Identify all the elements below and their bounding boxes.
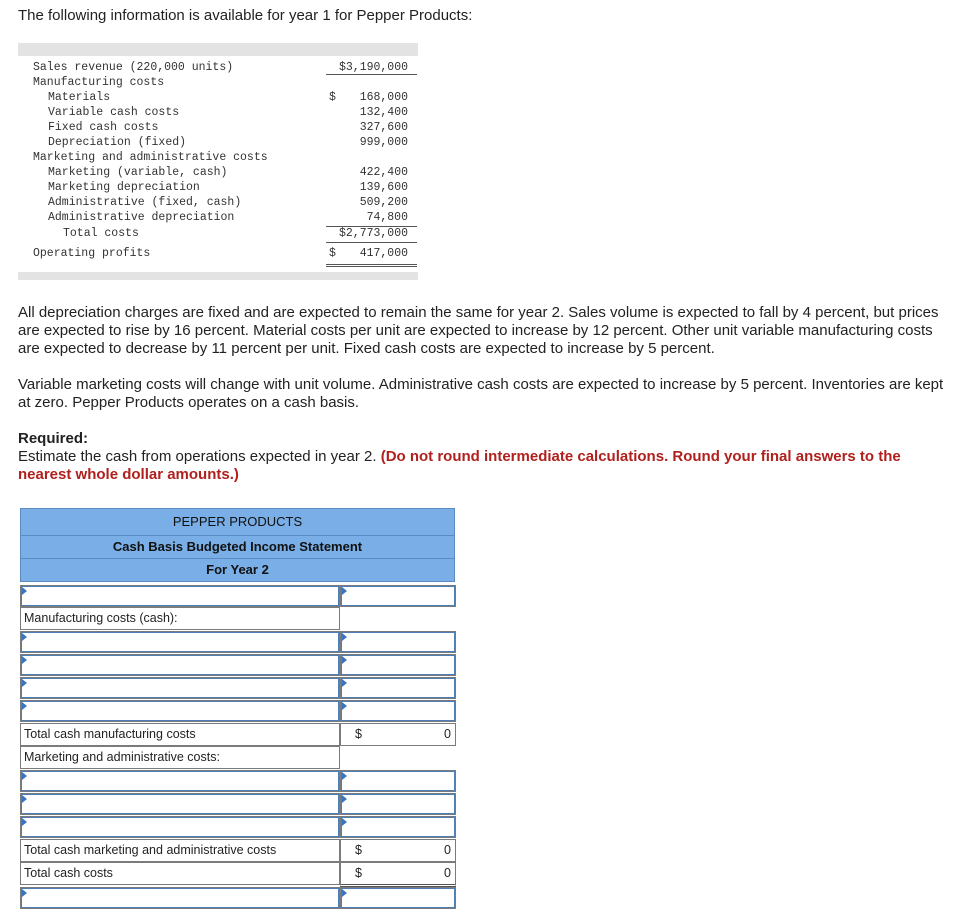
info-row-label: Depreciation (fixed): [48, 136, 187, 149]
dollar-sign: $: [329, 247, 336, 260]
info-row-value: $3,190,000: [338, 61, 408, 74]
total-manufacturing-cell: [20, 723, 340, 746]
row-label-input[interactable]: [20, 654, 340, 676]
dropdown-marker-icon[interactable]: [22, 795, 27, 803]
dollar-sign: $: [329, 91, 336, 104]
row-amount-input[interactable]: [340, 585, 456, 607]
row-label-input[interactable]: [20, 631, 340, 653]
input-row[interactable]: [20, 887, 455, 908]
statement-title: Cash Basis Budgeted Income Statement: [20, 536, 455, 559]
dropdown-marker-icon[interactable]: [342, 587, 347, 595]
info-row-value: 999,000: [359, 136, 408, 149]
total-ma-label: Total cash marketing and administrative costs: [24, 843, 277, 857]
info-row-label: Variable cash costs: [48, 106, 180, 119]
total-cash-value: 0: [444, 866, 451, 880]
info-row-label: Marketing (variable, cash): [48, 166, 228, 179]
total-cash-label: Total cash costs: [24, 866, 113, 880]
info-row-label: Total costs: [63, 227, 139, 240]
blank-cell: [340, 746, 456, 769]
total-manufacturing-amount: [340, 723, 456, 746]
dropdown-marker-icon[interactable]: [22, 889, 27, 897]
info-row: [18, 121, 418, 136]
info-row-value: 422,400: [359, 166, 408, 179]
dropdown-marker-icon[interactable]: [22, 633, 27, 641]
row-amount-input[interactable]: [340, 793, 456, 815]
total-cash-amount: [340, 862, 456, 887]
input-row[interactable]: [20, 816, 455, 837]
required-text: [18, 448, 948, 484]
dropdown-marker-icon[interactable]: [342, 818, 347, 826]
info-row-value: $2,773,000: [338, 227, 408, 240]
blank-cell: [340, 607, 456, 630]
row-label-input[interactable]: [20, 770, 340, 792]
info-row-label: Administrative (fixed, cash): [48, 196, 242, 209]
total-ma-row: [20, 839, 455, 861]
ma-header-row: [20, 746, 455, 768]
dropdown-marker-icon[interactable]: [342, 795, 347, 803]
rounding-note: (Do not round intermediate calculations. Round your final answers to the nearest whole dollar amounts.): [18, 448, 901, 483]
row-label-input[interactable]: [20, 793, 340, 815]
rule-line: [326, 226, 417, 227]
info-row-value: 168,000: [359, 91, 408, 104]
info-row-label: Sales revenue (220,000 units): [33, 61, 234, 74]
statement-period: For Year 2: [20, 559, 455, 582]
required-label: Required:: [18, 430, 89, 447]
dropdown-marker-icon[interactable]: [342, 889, 347, 897]
dollar-sign: $: [355, 866, 362, 880]
dollar-sign: $: [355, 843, 362, 857]
total-manufacturing-label: Total cash manufacturing costs: [24, 727, 196, 741]
dropdown-marker-icon[interactable]: [22, 818, 27, 826]
table-top-bar: [18, 43, 418, 56]
info-row-label: Administrative depreciation: [48, 211, 235, 224]
required-instruction: Estimate the cash from operations expected in year 2.: [18, 448, 377, 465]
dropdown-marker-icon[interactable]: [342, 633, 347, 641]
info-row-label: Materials: [48, 91, 111, 104]
info-row: [18, 181, 418, 196]
paragraph-assumptions: All depreciation charges are fixed and are expected to remain the same for year 2. Sales volume is expected to fall by 4 percent, but prices are expected to rise by 16 percent. Material costs per unit are expected to increase by 12 percent. Other unit variable manufacturing costs are expected to decrease by 11 percent per unit. Fixed cash costs are expected to increase by 5 percent.: [18, 304, 939, 357]
ma-header-cell: [20, 746, 340, 769]
info-row-label: Marketing depreciation: [48, 181, 200, 194]
row-amount-input[interactable]: [340, 631, 456, 653]
input-row[interactable]: [20, 700, 455, 721]
dropdown-marker-icon[interactable]: [22, 702, 27, 710]
info-row: [18, 136, 418, 151]
info-row: [18, 151, 418, 166]
dropdown-marker-icon[interactable]: [22, 679, 27, 687]
dollar-sign: $: [355, 727, 362, 741]
info-row-value: 327,600: [359, 121, 408, 134]
total-cash-row: [20, 862, 455, 884]
manufacturing-header-cell: [20, 607, 340, 630]
info-row-label: Fixed cash costs: [48, 121, 159, 134]
info-row-label: Operating profits: [33, 247, 151, 260]
input-row[interactable]: [20, 631, 455, 652]
row-amount-input[interactable]: [340, 816, 456, 838]
row-label-input[interactable]: [20, 677, 340, 699]
info-row-value: 74,800: [366, 211, 408, 224]
info-row: [18, 76, 418, 91]
info-row-label: Marketing and administrative costs: [33, 151, 268, 164]
total-manufacturing-value: 0: [444, 727, 451, 741]
row-amount-input[interactable]: [340, 700, 456, 722]
info-row-label: Manufacturing costs: [33, 76, 165, 89]
info-row: [18, 106, 418, 121]
dropdown-marker-icon[interactable]: [342, 772, 347, 780]
row-label-input[interactable]: [20, 887, 340, 909]
manufacturing-header-label: Manufacturing costs (cash):: [24, 611, 178, 625]
dropdown-marker-icon[interactable]: [22, 772, 27, 780]
intro-text: The following information is available for year 1 for Pepper Products:: [18, 7, 473, 24]
info-row: [18, 211, 418, 226]
rule-line: [326, 242, 417, 243]
dropdown-marker-icon[interactable]: [342, 656, 347, 664]
input-row[interactable]: [20, 585, 455, 606]
row-amount-input[interactable]: [340, 887, 456, 909]
rule-line: [326, 266, 417, 267]
rule-line: [326, 74, 417, 75]
input-row[interactable]: [20, 654, 455, 675]
dropdown-marker-icon[interactable]: [22, 656, 27, 664]
row-amount-input[interactable]: [340, 677, 456, 699]
paragraph-assumptions-2: Variable marketing costs will change with unit volume. Administrative cash costs are expected to increase by 5 percent. Inventories are kept at zero. Pepper Products operates on a cash basis.: [18, 376, 944, 411]
info-row: [18, 227, 418, 242]
input-row[interactable]: [20, 770, 455, 791]
given-info-table: [18, 43, 418, 280]
table-bottom-bar: [18, 272, 418, 280]
ma-header-label: Marketing and administrative costs:: [24, 750, 220, 764]
company-header: PEPPER PRODUCTS: [20, 508, 455, 536]
total-manufacturing-row: [20, 723, 455, 745]
info-row-value: 139,600: [359, 181, 408, 194]
total-cash-cell: [20, 862, 340, 885]
total-ma-amount: [340, 839, 456, 862]
row-amount-input[interactable]: [340, 770, 456, 792]
row-amount-input[interactable]: [340, 654, 456, 676]
total-ma-cell: [20, 839, 340, 862]
info-row: [18, 91, 418, 106]
info-row: [18, 247, 418, 262]
manufacturing-header-row: [20, 607, 455, 629]
info-row: [18, 166, 418, 181]
input-row[interactable]: [20, 677, 455, 698]
dropdown-marker-icon[interactable]: [342, 679, 347, 687]
rule-line: [326, 264, 417, 265]
row-label-input[interactable]: [20, 816, 340, 838]
info-row-value: 132,400: [359, 106, 408, 119]
dropdown-marker-icon[interactable]: [22, 587, 27, 595]
total-ma-value: 0: [444, 843, 451, 857]
info-row-value: 509,200: [359, 196, 408, 209]
input-row[interactable]: [20, 793, 455, 814]
info-row: [18, 196, 418, 211]
required-section: [18, 430, 948, 484]
row-label-input[interactable]: [20, 585, 340, 607]
row-label-input[interactable]: [20, 700, 340, 722]
info-row-value: 417,000: [359, 247, 408, 260]
budgeted-income-statement: [20, 508, 455, 912]
dropdown-marker-icon[interactable]: [342, 702, 347, 710]
